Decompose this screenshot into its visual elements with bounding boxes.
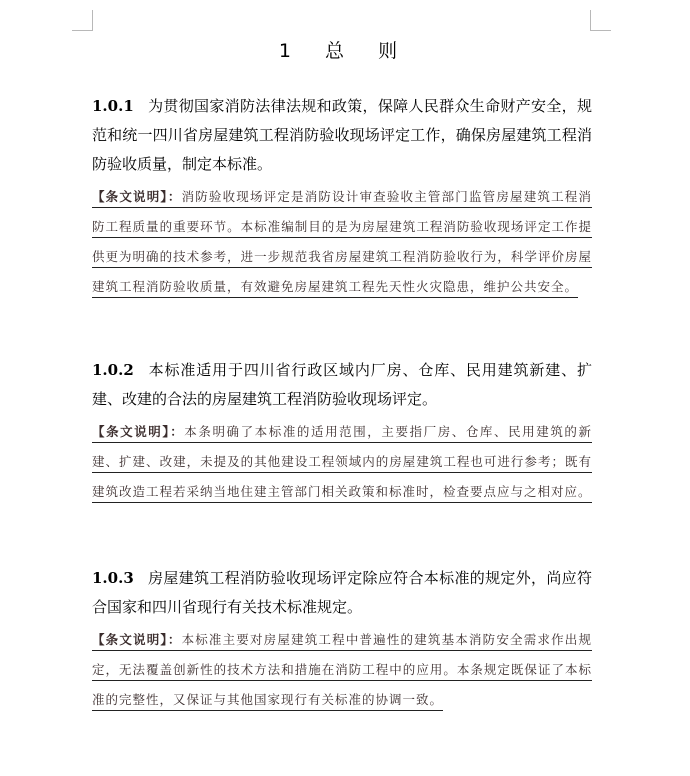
clause-note [92,417,592,507]
clause-body: 为贯彻国家消防法律法规和政策，保障人民群众生命财产安全，规范和统一四川省房屋建筑工程消防验收现场评定工作，确保房屋建筑工程消防验收质量，制定本标准。 [92,97,592,173]
note-label: 【条文说明】： [92,424,185,439]
clause-1-0-3 [92,564,592,715]
clause-1-0-1 [92,92,592,302]
clause-note [92,182,592,302]
clause-text [92,92,592,179]
page-corner-mark-top-right [590,10,611,31]
clause-number: 1.0.1 [92,97,134,115]
clause-text [92,356,592,414]
clause-note [92,625,592,715]
note-body: 本条明确了本标准的适用范围，主要指厂房、仓库、民用建筑的新建、扩建、改建，未提及的其他建设工程领域内的房屋建筑工程也可进行参考；既有建筑改造工程若采纳当地住建主管部门相关政策和标准时，检查要点应与之相对应。 [92,424,592,499]
note-label: 【条文说明】： [92,632,182,647]
clause-number: 1.0.3 [92,569,134,587]
clause-number: 1.0.2 [92,361,134,379]
note-body: 消防验收现场评定是消防设计审查验收主管部门监管房屋建筑工程消防工程质量的重要环节。本标准编制目的是为房屋建筑工程消防验收现场评定工作提供更为明确的技术参考，进一步规范我省房屋建筑工程消防验收行为，科学评价房屋建筑工程消防验收质量，有效避免房屋建筑工程先天性火灾隐患，维护公共安全。 [92,189,592,294]
clause-body: 本标准适用于四川省行政区域内厂房、仓库、民用建筑新建、扩建、改建的合法的房屋建筑工程消防验收现场评定。 [92,361,592,408]
note-body: 本标准主要对房屋建筑工程中普遍性的建筑基本消防安全需求作出规定，无法覆盖创新性的技术方法和措施在消防工程中的应用。本条规定既保证了本标准的完整性，又保证与其他国家现行有关标准的协调一致。 [92,632,592,707]
note-label: 【条文说明】： [92,189,182,204]
clause-1-0-2 [92,356,592,507]
clause-body: 房屋建筑工程消防验收现场评定除应符合本标准的规定外，尚应符合国家和四川省现行有关技术标准规定。 [92,569,592,616]
chapter-title: 1 总 则 [278,40,412,62]
page-corner-mark-top-left [72,10,93,31]
clause-text [92,564,592,622]
